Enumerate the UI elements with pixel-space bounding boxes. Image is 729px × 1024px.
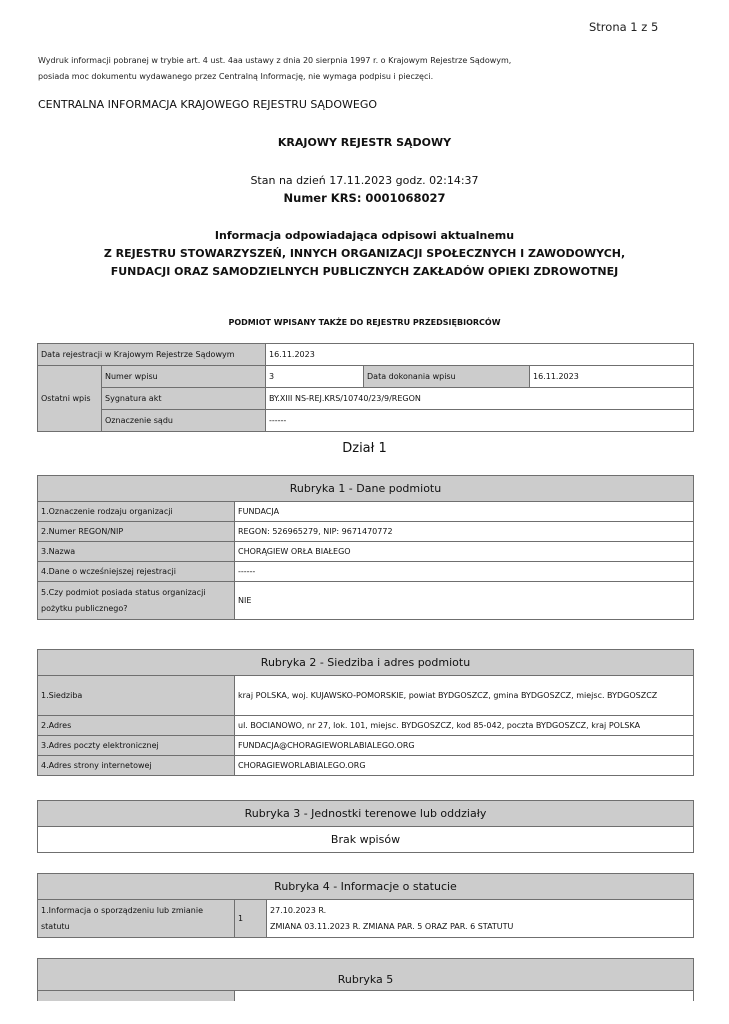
row-value: FUNDACJA — [235, 502, 694, 522]
podmiot-note: PODMIOT WPISANY TAKŻE DO REJESTRU PRZEDSIĘBIORCÓW — [228, 318, 501, 327]
table-row — [38, 756, 694, 776]
row-value: REGON: 526965279, NIP: 9671470772 — [235, 522, 694, 542]
rubryka-4-title: Rubryka 4 - Informacje o statucie — [38, 874, 694, 900]
table-row — [38, 991, 694, 1001]
info-heading-line-2: Z REJESTRU STOWARZYSZEŃ, INNYCH ORGANIZACJI SPOŁECZNYCH I ZAWODOWYCH, — [103, 247, 626, 260]
registration-table — [37, 343, 694, 432]
rubryka-1-table — [37, 475, 694, 620]
krs-number: Numer KRS: 0001068027 — [283, 191, 446, 205]
entry-date-value: 16.11.2023 — [530, 366, 694, 388]
rubryka-3-table — [37, 800, 694, 853]
signature-label: Sygnatura akt — [102, 388, 266, 410]
table-row — [38, 716, 694, 736]
table-row — [38, 344, 694, 366]
registration-date-value: 16.11.2023 — [266, 344, 694, 366]
row-label: 2.Numer REGON/NIP — [38, 522, 235, 542]
rubryka-4-table — [37, 873, 694, 938]
row-value-line-1: 27.10.2023 R. — [270, 905, 327, 915]
row-value: kraj POLSKA, woj. KUJAWSKO-POMORSKIE, powiat BYDGOSZCZ, gmina BYDGOSZCZ, miejsc. BYDGOSZCZ — [235, 676, 694, 716]
row-label: 2.Adres — [38, 716, 235, 736]
table-row — [38, 582, 694, 620]
table-row — [38, 562, 694, 582]
row-value: ul. BOCIANOWO, nr 27, lok. 101, miejsc. BYDGOSZCZ, kod 85-042, poczta BYDGOSZCZ, kraj POLSKA — [235, 716, 694, 736]
row-value: FUNDACJA@CHORAGIEWORLABIALEGO.ORG — [235, 736, 694, 756]
row-label: 3.Adres poczty elektronicznej — [38, 736, 235, 756]
krs-title: KRAJOWY REJESTR SĄDOWY — [277, 136, 452, 149]
row-value-line-2: ZMIANA 03.11.2023 R. ZMIANA PAR. 5 ORAZ PAR. 6 STATUTU — [270, 921, 514, 931]
row-value: CHORĄGIEW ORŁA BIAŁEGO — [235, 542, 694, 562]
row-label: 5.Czy podmiot posiada status organizacji pożytku publicznego? — [38, 582, 235, 620]
entry-date-label: Data dokonania wpisu — [364, 366, 530, 388]
ci-title: CENTRALNA INFORMACJA KRAJOWEGO REJESTRU SĄDOWEGO — [38, 98, 378, 111]
rubryka-5-table — [37, 958, 694, 1001]
status-date: Stan na dzień 17.11.2023 godz. 02:14:37 — [250, 174, 479, 187]
page-number: Strona 1 z 5 — [589, 20, 659, 34]
rubryka-5-title: Rubryka 5 — [38, 959, 694, 991]
row-label — [38, 991, 235, 1001]
rubryka-2-table — [37, 649, 694, 776]
table-row — [38, 522, 694, 542]
disclaimer-line-1: Wydruk informacji pobranej w trybie art. 4 ust. 4aa ustawy z dnia 20 sierpnia 1997 r. o Krajowym Rejestrze Sądowym, — [38, 56, 512, 65]
section-title: Dział 1 — [342, 441, 387, 456]
info-heading-line-3: FUNDACJI ORAZ SAMODZIELNYCH PUBLICZNYCH ZAKŁADÓW OPIEKI ZDROWOTNEJ — [110, 265, 619, 278]
registration-date-label: Data rejestracji w Krajowym Rejestrze Sądowym — [38, 344, 266, 366]
row-label: 1.Siedziba — [38, 676, 235, 716]
rubryka-2-title: Rubryka 2 - Siedziba i adres podmiotu — [38, 650, 694, 676]
court-value: ------ — [266, 410, 694, 432]
table-row — [38, 676, 694, 716]
table-row — [38, 542, 694, 562]
row-value: NIE — [235, 582, 694, 620]
row-value — [267, 900, 694, 938]
disclaimer — [38, 53, 598, 85]
row-index: 1 — [235, 900, 267, 938]
signature-value: BY.XIII NS-REJ.KRS/10740/23/9/REGON — [266, 388, 694, 410]
table-row — [38, 736, 694, 756]
row-label: 1.Oznaczenie rodzaju organizacji — [38, 502, 235, 522]
table-row — [38, 366, 694, 388]
row-label: 4.Adres strony internetowej — [38, 756, 235, 776]
rubryka-1-title: Rubryka 1 - Dane podmiotu — [38, 476, 694, 502]
info-heading-line-1: Informacja odpowiadająca odpisowi aktualnemu — [214, 229, 515, 242]
last-entry-label: Ostatni wpis — [38, 366, 102, 432]
table-row — [38, 410, 694, 432]
entry-number-label: Numer wpisu — [102, 366, 266, 388]
empty-entries: Brak wpisów — [38, 827, 694, 853]
row-label: 1.Informacja o sporządzeniu lub zmianie statutu — [38, 900, 235, 938]
rubryka-3-title: Rubryka 3 - Jednostki terenowe lub oddziały — [38, 801, 694, 827]
row-value: ------ — [235, 562, 694, 582]
row-label: 4.Dane o wcześniejszej rejestracji — [38, 562, 235, 582]
row-label: 3.Nazwa — [38, 542, 235, 562]
table-row — [38, 900, 694, 938]
entry-number-value: 3 — [266, 366, 364, 388]
court-label: Oznaczenie sądu — [102, 410, 266, 432]
table-row — [38, 388, 694, 410]
row-value: CHORAGIEWORLABIALEGO.ORG — [235, 756, 694, 776]
row-value — [235, 991, 694, 1001]
disclaimer-line-2: posiada moc dokumentu wydawanego przez Centralną Informację, nie wymaga podpisu i pieczęci. — [38, 72, 434, 81]
table-row — [38, 502, 694, 522]
